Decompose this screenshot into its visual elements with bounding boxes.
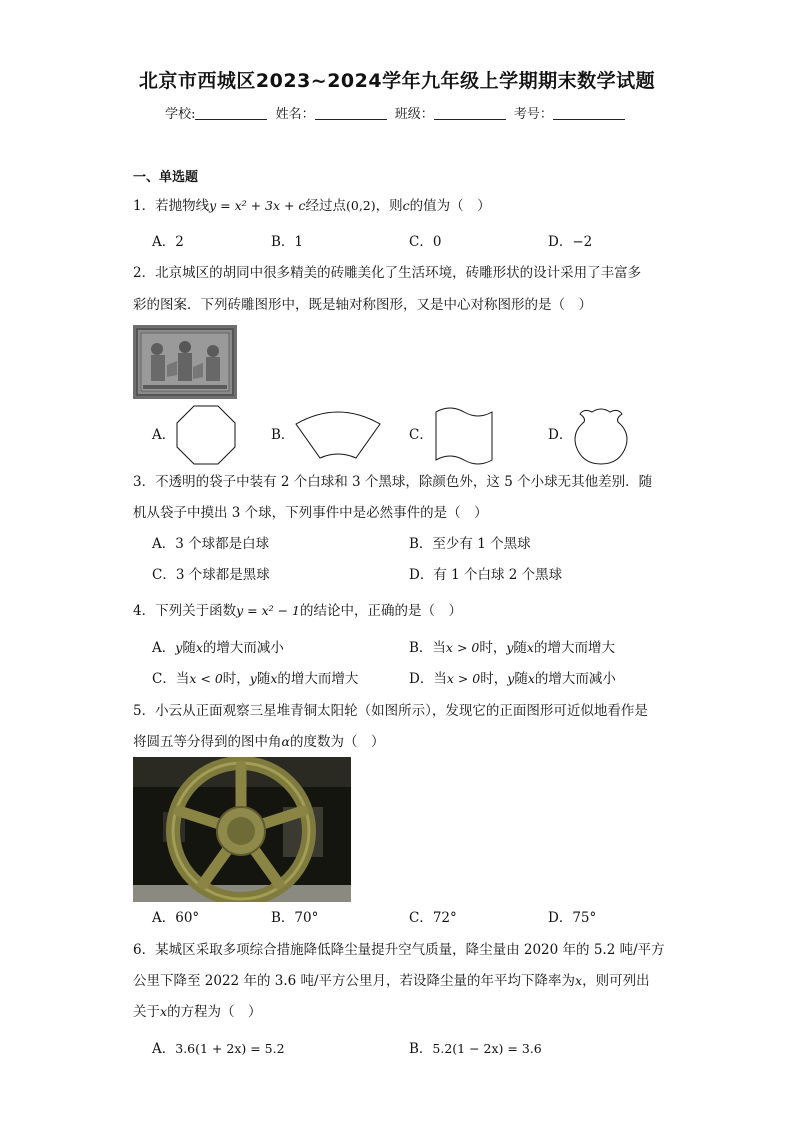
- q6a-label: A．: [152, 1041, 176, 1057]
- q6-line3: [133, 1003, 262, 1021]
- q6-line1: 6．某城区采取多项综合措施降低降尘量提升空气质量，降尘量由 2020 年的 5.2 吨/平方: [133, 942, 665, 958]
- q4-text-pre: 4．下列关于函数: [133, 603, 237, 619]
- fan-shape-icon: [292, 404, 384, 462]
- q4-option-a: [152, 639, 284, 657]
- q4a-label: A．: [152, 640, 176, 656]
- q5-option-a: A．60°: [152, 910, 200, 926]
- q1-option-b: B．1: [271, 234, 304, 250]
- q1-formula: y = x² + 3x + c: [209, 198, 306, 213]
- q6-var-2: x: [160, 1004, 168, 1019]
- question-1: [133, 197, 491, 215]
- q6b-formula: 5.2(1 − 2x) = 3.6: [432, 1041, 542, 1056]
- q4b-label: B．当: [409, 640, 446, 656]
- q1-point: (0,2): [345, 198, 376, 213]
- q5-line1: 5．小云从正面观察三星堆青铜太阳轮（如图所示），发现它的正面图形可近似地看作是: [133, 703, 648, 719]
- q4a-t2: 的增大而减小: [202, 640, 284, 656]
- q1-text-mid2: ，则: [375, 198, 403, 214]
- q4-option-b: [409, 639, 615, 657]
- q4b-y: y: [506, 640, 514, 655]
- q4-text-post: 的结论中，正确的是（ ）: [300, 603, 463, 619]
- q4c-x: x: [270, 671, 278, 686]
- q3-line2: 机从袋子中摸出 3 个球，下列事件中是必然事件的是（ ）: [133, 505, 488, 521]
- q4d-t2: 的增大而减小: [534, 671, 616, 687]
- q2-option-c: C．: [409, 427, 433, 443]
- q1-text-pre: 1．若抛物线: [133, 198, 210, 214]
- q4a-x: x: [195, 640, 203, 655]
- q6a-formula: 3.6(1 + 2x) = 5.2: [175, 1041, 285, 1056]
- class-blank: [434, 106, 506, 120]
- vase-shape-icon: [570, 404, 632, 466]
- q6-option-a: [152, 1040, 285, 1058]
- q4b-x: x: [526, 640, 534, 655]
- q1-option-d: D．−2: [548, 234, 593, 250]
- q3-line1: 3．不透明的袋子中装有 2 个白球和 3 个黑球，除颜色外，这 5 个小球无其他差别．随: [133, 474, 653, 490]
- q3-option-c: C．3 个球都是黑球: [152, 567, 270, 583]
- q4b-t2: 的增大而增大: [533, 640, 615, 656]
- q5-alpha: α: [281, 734, 290, 749]
- page-title: 北京市西城区2023~2024学年九年级上学期期末数学试题: [138, 70, 656, 92]
- q1-text-mid: 经过点: [305, 198, 346, 214]
- q4b-t0: 时，: [479, 640, 507, 656]
- q5-line2: [133, 733, 384, 751]
- number-blank: [553, 106, 625, 120]
- octagon-shape-icon: [175, 404, 237, 466]
- q4c-t1: 随: [256, 671, 271, 687]
- q4c-cond: x < 0: [189, 671, 223, 686]
- q2-line2: 彩的图案．下列砖雕图形中，既是轴对称图形，又是中心对称图形的是（ ）: [133, 297, 592, 313]
- q6-text-pre3: 关于: [133, 1004, 160, 1020]
- q1-var: c: [402, 198, 410, 213]
- wavy-square-shape-icon: [432, 404, 496, 468]
- q1-option-a: A．2: [152, 234, 184, 250]
- q4a-t1: 随: [182, 640, 196, 656]
- q4d-label: D．当: [409, 671, 447, 687]
- name-label: 姓名：: [275, 107, 315, 122]
- school-blank: [195, 106, 267, 120]
- q3-option-a: A．3 个球都是白球: [152, 536, 270, 552]
- student-info-line: [0, 103, 794, 122]
- q4c-y: y: [249, 671, 257, 686]
- q6-option-b: [409, 1040, 542, 1058]
- q4d-x: x: [527, 671, 535, 686]
- q5-text-post: 的度数为（ ）: [289, 734, 385, 750]
- q6-line2: [133, 972, 650, 990]
- q2-option-a: A．: [152, 427, 176, 443]
- q4-option-d: [409, 670, 616, 688]
- q6-text-post: ，则可列出: [582, 973, 650, 989]
- q4d-cond: x > 0: [446, 671, 481, 686]
- school-label: 学校:: [165, 107, 196, 122]
- q5-option-b: B．70°: [271, 910, 319, 926]
- q2-line1: 2．北京城区的胡同中很多精美的砖雕美化了生活环境，砖雕形状的设计采用了丰富多: [133, 265, 642, 281]
- q6-text-post3: 的方程为（ ）: [167, 1004, 262, 1020]
- q4c-t2: 的增大而增大: [277, 671, 359, 687]
- q1-option-c: C．0: [409, 234, 442, 250]
- q2-option-b: B．: [271, 427, 295, 443]
- q5-option-d: D．75°: [548, 910, 597, 926]
- q6b-label: B．: [409, 1041, 433, 1057]
- q4-option-c: [152, 670, 358, 688]
- section-heading: 一、单选题: [133, 170, 199, 185]
- q4b-t1: 随: [513, 640, 527, 656]
- q4b-cond: x > 0: [445, 640, 480, 655]
- q1-text-post: 的值为（ ）: [409, 198, 491, 214]
- q4d-y: y: [507, 671, 515, 686]
- q4d-t1: 随: [514, 671, 528, 687]
- q4c-t0: 时，: [222, 671, 250, 687]
- q6-var: x: [575, 973, 583, 988]
- name-blank: [315, 106, 387, 120]
- brick-carving-image: [133, 325, 237, 399]
- q5-text-pre: 将圆五等分得到的图中角: [133, 734, 282, 750]
- q3-option-b: B．至少有 1 个黑球: [409, 536, 531, 552]
- q4-formula: y = x² − 1: [236, 603, 301, 618]
- q4a-y: y: [175, 640, 183, 655]
- q6-text-pre: 公里下降至 2022 年的 3.6 吨/平方公里月，若设降尘量的年平均下降率为: [133, 973, 576, 989]
- q4d-t0: 时，: [480, 671, 508, 687]
- q4c-label: C．当: [152, 671, 190, 687]
- q2-option-d: D．: [548, 427, 573, 443]
- q5-option-c: C．72°: [409, 910, 457, 926]
- q3-option-d: D．有 1 个白球 2 个黑球: [409, 567, 563, 583]
- number-label: 考号：: [513, 107, 553, 122]
- class-label: 班级：: [394, 107, 434, 122]
- bronze-sun-wheel-photo: [133, 757, 351, 902]
- question-4: [133, 602, 462, 620]
